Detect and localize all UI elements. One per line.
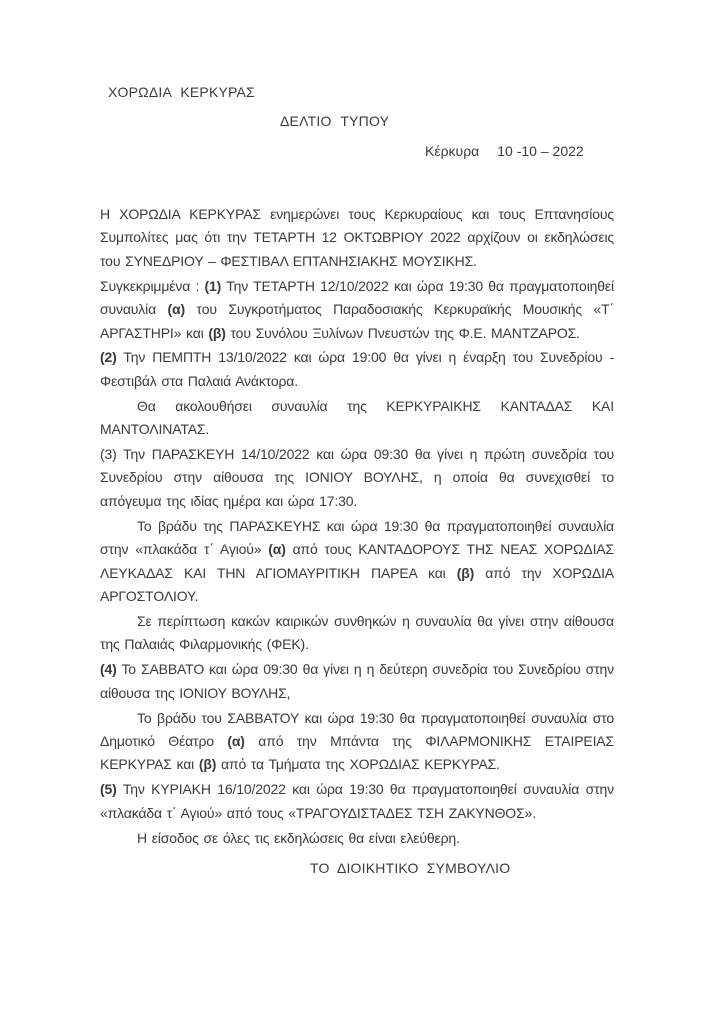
text-segment: Το βράδυ του ΣΑΒΒΑΤΟΥ και ώρα 19:30 θα πραγματοποιηθεί συναυλία στο Δημοτικό Θέατρο: [100, 709, 614, 749]
text-segment: Το ΣΑΒΒΑΤΟ και ώρα 09:30 θα γίνει η η δεύτερη συνεδρία του Συνεδρίου στην αίθουσα της ΙΟΝΙΟΥ ΒΟΥΛΗΣ,: [100, 661, 614, 701]
paragraph: [100, 707, 614, 777]
org-name: ΧΟΡΩΔΙΑ ΚΕΡΚΥΡΑΣ: [108, 84, 255, 100]
paragraph: [100, 203, 614, 273]
text-segment: (1): [204, 277, 222, 294]
text-segment: Συγκεκριμμένα :: [100, 277, 205, 294]
text-segment: Την ΤΕΤΑΡΤΗ 12/10/2022 και ώρα 19:30 θα πραγματοποιηθεί συναυλία: [100, 277, 614, 318]
text-segment: (β): [456, 564, 475, 581]
paragraph: [100, 778, 614, 825]
text-segment: (5): [100, 781, 117, 798]
dateline: [425, 141, 614, 161]
place-name: Κέρκυρα: [425, 143, 480, 159]
text-segment: (α): [268, 541, 286, 558]
text-segment: Το βράδυ της ΠΑΡΑΣΚΕΥΗΣ και ώρα 19:30 θα πραγματοποιηθεί συναυλία στην «πλακάδα τ΄ Αγιού»: [100, 517, 614, 558]
text-segment: (2): [100, 349, 117, 366]
text-segment: (3) Την ΠΑΡΑΣΚΕΥΗ 14/10/2022 και ώρα 09:30 θα γίνει η πρώτη συνεδρία του Συνεδρίου στην αίθουσα της ΙΟΝΙΟΥ ΒΟΥΛΗΣ, η οποία θα συνεχισθεί το απόγευμα της ιδίας ημέρα και ώρα 17:30.: [100, 446, 614, 509]
text-segment: Η είσοδος σε όλες τις εκδηλώσεις θα είναι ελεύθερη.: [137, 829, 460, 846]
paragraph: [100, 515, 614, 609]
paragraph: [100, 346, 614, 393]
paragraph: [100, 827, 614, 850]
paragraph: [100, 610, 614, 657]
text-segment: Την ΠΕΜΠΤΗ 13/10/2022 και ώρα 19:00 θα γίνει η έναρξη του Συνεδρίου - Φεστιβάλ στα Παλαιά Ανάκτορα.: [100, 349, 614, 389]
text-segment: του Συγκροτήματος Παραδοσιακής Κερκυραϊκής Μουσικής «Τ΄ ΑΡΓΑΣΤΗΡΙ» και: [100, 301, 614, 341]
date-value: 10 -10 – 2022: [497, 143, 584, 159]
text-segment: Θα ακολουθήσει συναυλία της ΚΕΡΚΥΡΑΙΚΗΣ ΚΑΝΤΑΔΑΣ ΚΑΙ ΜΑΝΤΟΛΙΝΑΤΑΣ.: [100, 397, 614, 438]
paragraph: [100, 275, 614, 345]
text-segment: (β): [208, 324, 226, 341]
text-segment: Την ΚΥΡΙΑΚΗ 16/10/2022 και ώρα 19:30 θα πραγματοποιηθεί συναυλία στην «πλακάδα τ΄ Αγιού» από τους «ΤΡΑΓΟΥΔΙΣΤΑΔΕΣ ΤΣΗ ΖΑΚΥΝΘΟΣ».: [100, 781, 614, 821]
text-segment: από τους ΚΑΝΤΑΔΟΡΟΥΣ ΤΗΣ ΝΕΑΣ ΧΟΡΩΔΙΑΣ ΛΕΥΚΑΔΑΣ ΚΑΙ ΤΗΝ ΑΓΙΟΜΑΥΡΙΤΙΚΗ ΠΑΡΕΑ και: [100, 541, 614, 581]
text-segment: του Συνόλου Ξυλίνων Πνευστών της Φ.Ε. ΜΑΝΤΖΑΡΟΣ.: [225, 324, 580, 341]
text-segment: Η ΧΟΡΩΔΙΑ ΚΕΡΚΥΡΑΣ ενημερώνει τους Κερκυραίους και τους Επτανησίους Συμπολίτες μας ότι την ΤΕΤΑΡΤΗ 12 ΟΚΤΩΒΡΙΟΥ 2022 αρχίζουν οι εκδηλώσεις του ΣΥΝΕΔΡΙΟΥ – ΦΕΣΤΙΒΑΛ ΕΠΤΑΝΗΣΙΑΚΗΣ ΜΟΥΣΙΚΗΣ.: [100, 206, 614, 269]
paragraph: [100, 443, 614, 513]
text-segment: (α): [227, 732, 245, 749]
text-segment: (4): [100, 661, 117, 678]
text-segment: (α): [167, 301, 186, 318]
paragraph: [100, 395, 614, 442]
text-segment: από την Μπάντα της ΦΙΛΑΡΜΟΝΙΚΗΣ ΕΤΑΙΡΕΙΑΣ ΚΕΡΚΥΡΑΣ και: [100, 732, 615, 773]
paragraph: [100, 658, 614, 705]
text-segment: Σε περίπτωση κακών καιρικών συνθηκών η συναυλία θα γίνει στην αίθουσα της Παλαιάς Φιλαρμονικής (ΦΕΚ).: [100, 612, 614, 653]
text-segment: από την ΧΟΡΩΔΙΑ ΑΡΓΟΣΤΟΛΙΟΥ.: [100, 564, 614, 604]
text-segment: από τα Τμήματα της ΧΟΡΩΔΙΑΣ ΚΕΡΚΥΡΑΣ.: [216, 756, 500, 773]
closing-signature: ΤΟ ΔΙΟΙΚΗΤΙΚΟ ΣΥΜΒΟΥΛΙΟ: [310, 859, 511, 876]
document-title: ΔΕΛΤΙΟ ΤΥΠΟΥ: [280, 113, 390, 129]
document-body: [100, 203, 614, 850]
text-segment: (β): [198, 756, 217, 773]
